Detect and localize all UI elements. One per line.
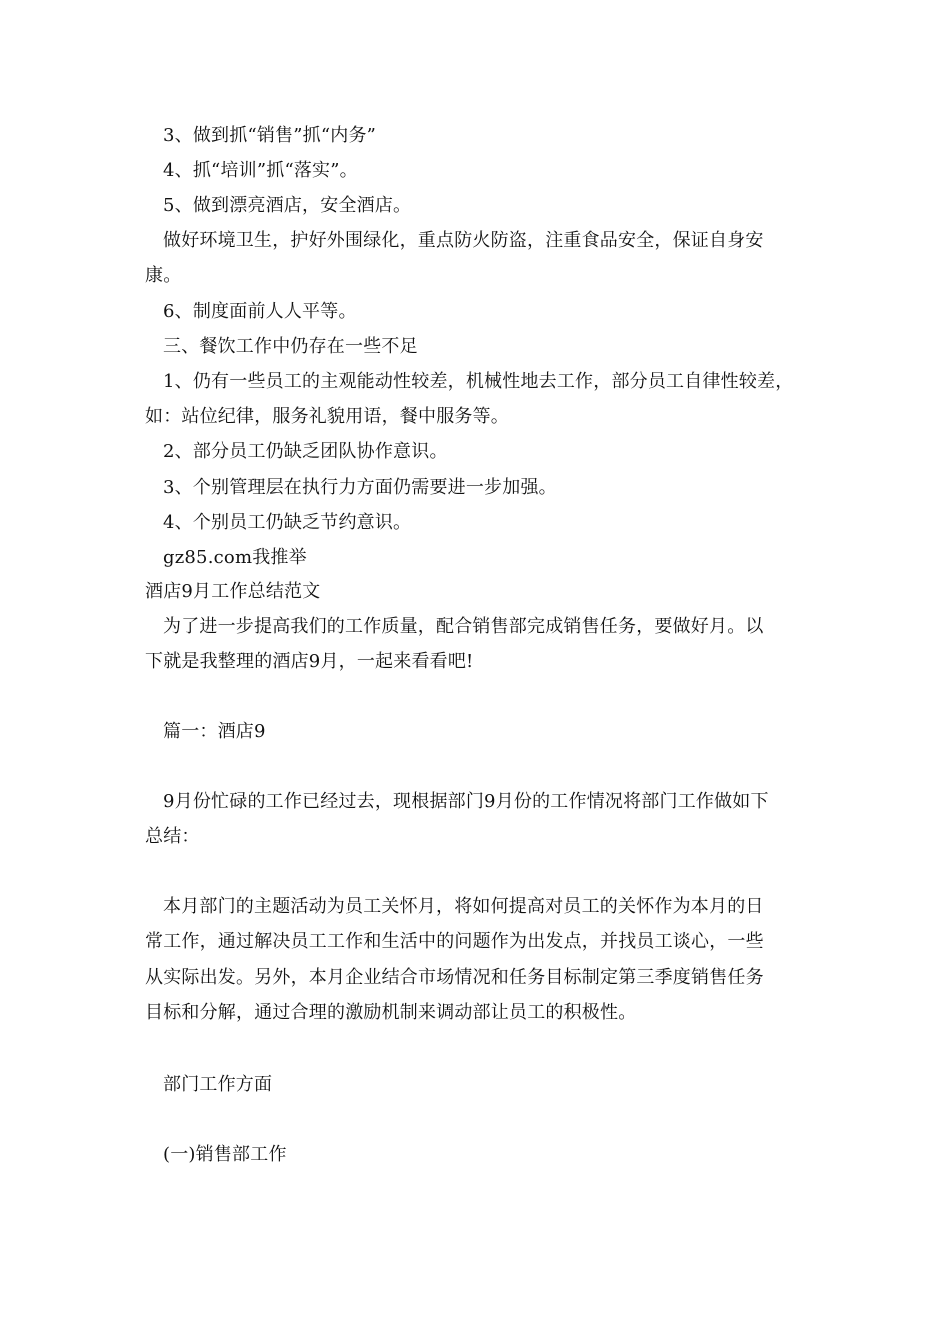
text-line: 3、个别管理层在执行力方面仍需要进一步加强。 — [163, 477, 557, 498]
text-line: 4、抓“培训”抓“落实”。 — [163, 160, 358, 181]
text-line: 6、制度面前人人平等。 — [163, 301, 357, 322]
text-line: 目标和分解，通过合理的激励机制来调动部让员工的积极性。 — [145, 1002, 637, 1023]
text-line: gz85.com我推举 — [163, 547, 307, 568]
text-line: 三、餐饮工作中仍存在一些不足 — [163, 336, 418, 357]
text-line: 3、做到抓“销售”抓“内务” — [163, 125, 377, 146]
text-line: 如：站位纪律，服务礼貌用语，餐中服务等。 — [145, 406, 509, 427]
text-line: 下就是我整理的酒店9月，一起来看看吧! — [145, 651, 474, 672]
article-title: 酒店9月工作总结范文 — [145, 581, 321, 602]
text-line: 从实际出发。另外，本月企业结合市场情况和任务目标制定第三季度销售任务 — [145, 967, 764, 988]
section-heading: (一)销售部工作 — [163, 1144, 287, 1165]
text-line: 本月部门的主题活动为员工关怀月，将如何提高对员工的关怀作为本月的日 — [163, 896, 764, 917]
text-line: 4、个别员工仍缺乏节约意识。 — [163, 512, 412, 533]
text-line: 2、部分员工仍缺乏团队协作意识。 — [163, 441, 448, 462]
section-heading: 篇一：酒店9 — [163, 721, 266, 742]
text-line: 9月份忙碌的工作已经过去，现根据部门9月份的工作情况将部门工作做如下 — [163, 791, 769, 812]
text-line: 常工作，通过解决员工工作和生活中的问题作为出发点，并找员工谈心，一些 — [145, 931, 764, 952]
text-line: 做好环境卫生，护好外围绿化，重点防火防盗，注重食品安全，保证自身安 — [163, 230, 764, 251]
text-line: 为了进一步提高我们的工作质量，配合销售部完成销售任务，要做好月。以 — [163, 616, 764, 637]
text-line: 康。 — [145, 265, 182, 286]
text-line: 总结： — [145, 826, 200, 847]
section-heading: 部门工作方面 — [163, 1074, 273, 1095]
text-line: 5、做到漂亮酒店，安全酒店。 — [163, 195, 412, 216]
text-line: 1、仍有一些员工的主观能动性较差，机械性地去工作，部分员工自律性较差， — [163, 371, 794, 392]
